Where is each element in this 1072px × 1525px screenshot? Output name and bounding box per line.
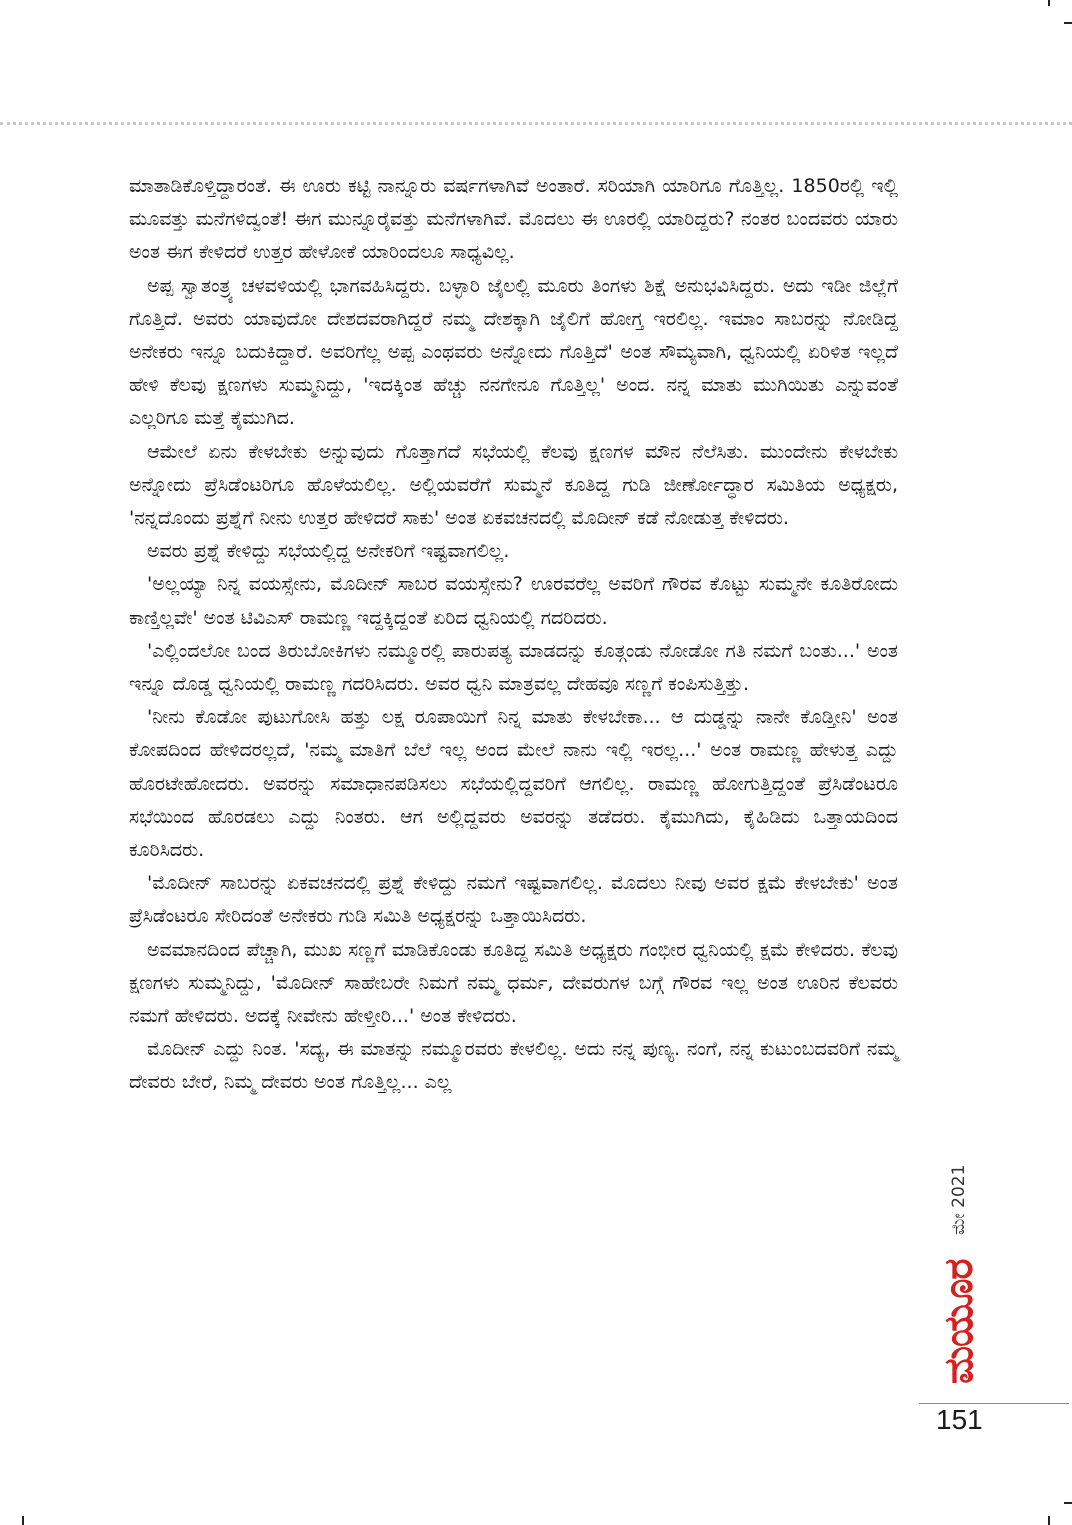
crop-mark-bottom-right: [1048, 1516, 1050, 1525]
header-dotted-rule: [0, 122, 1072, 125]
magazine-logo: ಮಯೂರ: [936, 1259, 982, 1385]
paragraph: 'ಎಲ್ಲಿಂದಲೋ ಬಂದ ತಿರುಬೋಕಿಗಳು ನಮ್ಮೂರಲ್ಲಿ ಪಾರುಪತ್ಯ ಮಾಡದನ್ನು ಕೂತ್ಗಂಡು ನೋಡೋ ಗತಿ ನಮಗೆ ಬಂತು...' ಅಂತ ಇನ್ನೂ ದೊಡ್ಡ ಧ್ವನಿಯಲ್ಲಿ ರಾಮಣ್ಣ ಗದರಿಸಿದರು. ಅವರ ಧ್ವನಿ ಮಾತ್ರವಲ್ಲ ದೇಹವೂ ಸಣ್ಣಗೆ ಕಂಪಿಸುತ್ತಿತ್ತು.: [129, 639, 898, 696]
magazine-issue-date: ಮೇ 2021: [949, 1164, 969, 1235]
crop-mark-top-right-h: [1064, 22, 1072, 24]
article-body: [129, 170, 898, 1100]
paragraph: 'ಅಲ್ಲಯ್ಯಾ ನಿನ್ನ ವಯಸ್ಸೇನು, ಮೊದೀನ್ ಸಾಬರ ವಯಸ್ಸೇನು? ಊರವರೆಲ್ಲ ಅವರಿಗೆ ಗೌರವ ಕೊಟ್ಟು ಸುಮ್ಮನೇ ಕೂತಿರೋದು ಕಾಣ್ತಿಲ್ಲವೇ' ಅಂತ ಟಿವಿಎಸ್ ರಾಮಣ್ಣ ಇದ್ದಕ್ಕಿದ್ದಂತೆ ಏರಿದ ಧ್ವನಿಯಲ್ಲಿ ಗದರಿದರು.: [129, 573, 898, 629]
crop-mark-top-right: [1048, 0, 1050, 6]
paragraph: ಮಾತಾಡಿಕೊಳ್ತಿದ್ದಾರಂತೆ. ಈ ಊರು ಕಟ್ಟಿ ನಾನ್ನೂರು ವರ್ಷಗಳಾಗಿವೆ ಅಂತಾರೆ. ಸರಿಯಾಗಿ ಯಾರಿಗೂ ಗೊತ್ತಿಲ್ಲ. 1850ರಲ್ಲಿ ಇಲ್ಲಿ ಮೂವತ್ತು ಮನೆಗಳಿದ್ವಂತೆ! ಈಗ ಮುನ್ನೂರೈವತ್ತು ಮನೆಗಳಾಗಿವೆ. ಮೊದಲು ಈ ಊರಲ್ಲಿ ಯಾರಿದ್ದರು? ನಂತರ ಬಂದವರು ಯಾರು ಅಂತ ಈಗ ಕೇಳಿದರೆ ಉತ್ತರ ಹೇಳೋಕೆ ಯಾರಿಂದಲೂ ಸಾಧ್ಯವಿಲ್ಲ.: [129, 175, 898, 264]
paragraph: 'ಮೊದೀನ್ ಸಾಬರನ್ನು ಏಕವಚನದಲ್ಲಿ ಪ್ರಶ್ನೆ ಕೇಳಿದ್ದು ನಮಗೆ ಇಷ್ಟವಾಗಲಿಲ್ಲ. ಮೊದಲು ನೀವು ಅವರ ಕ್ಷಮೆ ಕೇಳಬೇಕು' ಅಂತ ಪ್ರೆಸಿಡೆಂಟರೂ ಸೇರಿದಂತೆ ಅನೇಕರು ಗುಡಿ ಸಮಿತಿ ಅಧ್ಯಕ್ಷರನ್ನು ಒತ್ತಾಯಿಸಿದರು.: [129, 872, 898, 928]
magazine-sidebar: [930, 1125, 986, 1405]
paragraph: ಅವರು ಪ್ರಶ್ನೆ ಕೇಳಿದ್ದು ಸಭೆಯಲ್ಲಿದ್ದ ಅನೇಕರಿಗೆ ಇಷ್ಟವಾಗಲಿಲ್ಲ.: [147, 540, 510, 563]
paragraph: ಅಪ್ಪ ಸ್ವಾತಂತ್ರ್ಯ ಚಳವಳಿಯಲ್ಲಿ ಭಾಗವಹಿಸಿದ್ದರು. ಬಳ್ಳಾರಿ ಜೈಲಲ್ಲಿ ಮೂರು ತಿಂಗಳು ಶಿಕ್ಷೆ ಅನುಭವಿಸಿದ್ದರು. ಅದು ಇಡೀ ಜಿಲ್ಲೆಗೆ ಗೊತ್ತಿದೆ. ಅವರು ಯಾವುದೋ ದೇಶದವರಾಗಿದ್ದರೆ ನಮ್ಮ ದೇಶಕ್ಕಾಗಿ ಜೈಲಿಗೆ ಹೋಗ್ತ ಇರಲಿಲ್ಲ. ಇಮಾಂ ಸಾಬರನ್ನು ನೋಡಿದ್ದ ಅನೇಕರು ಇನ್ನೂ ಬದುಕಿದ್ದಾರೆ. ಅವರಿಗೆಲ್ಲ ಅಪ್ಪ ಎಂಥವರು ಅನ್ನೋದು ಗೊತ್ತಿದೆ' ಅಂತ ಸೌಮ್ಯವಾಗಿ, ಧ್ವನಿಯಲ್ಲಿ ಏರಿಳಿತ ಇಲ್ಲದೆ ಹೇಳಿ ಕೆಲವು ಕ್ಷಣಗಳು ಸುಮ್ಮನಿದ್ದು, 'ಇದಕ್ಕಿಂತ ಹೆಚ್ಚು ನನಗೇನೂ ಗೊತ್ತಿಲ್ಲ' ಅಂದ. ನನ್ನ ಮಾತು ಮುಗಿಯಿತು ಎನ್ನುವಂತೆ ಎಲ್ಲರಿಗೂ ಮತ್ತೆ ಕೈಮುಗಿದ.: [129, 274, 898, 430]
page-number: 151: [936, 1404, 983, 1435]
paragraph: 'ನೀನು ಕೊಡೋ ಪುಟುಗೋಸಿ ಹತ್ತು ಲಕ್ಷ ರೂಪಾಯಿಗೆ ನಿನ್ನ ಮಾತು ಕೇಳಬೇಕಾ... ಆ ದುಡ್ಡನ್ನು ನಾನೇ ಕೊಡ್ತೀನಿ' ಅಂತ ಕೋಪದಿಂದ ಹೇಳಿದರಲ್ಲದೆ, 'ನಮ್ಮ ಮಾತಿಗೆ ಬೆಲೆ ಇಲ್ಲ ಅಂದ ಮೇಲೆ ನಾನು ಇಲ್ಲಿ ಇರಲ್ಲ...' ಅಂತ ರಾಮಣ್ಣ ಹೇಳುತ್ತ ಎದ್ದು ಹೊರಟೇಹೋದರು. ಅವರನ್ನು ಸಮಾಧಾನಪಡಿಸಲು ಸಭೆಯಲ್ಲಿದ್ದವರಿಗೆ ಆಗಲಿಲ್ಲ. ರಾಮಣ್ಣ ಹೋಗುತ್ತಿದ್ದಂತೆ ಪ್ರೆಸಿಡೆಂಟರೂ ಸಭೆಯಿಂದ ಹೊರಡಲು ಎದ್ದು ನಿಂತರು. ಆಗ ಅಲ್ಲಿದ್ದವರು ಅವರನ್ನು ತಡೆದರು. ಕೈಮುಗಿದು, ಕೈಹಿಡಿದು ಒತ್ತಾಯದಿಂದ ಕೂರಿಸಿದರು.: [129, 706, 898, 862]
paragraph: ಅವಮಾನದಿಂದ ಪೆಚ್ಚಾಗಿ, ಮುಖ ಸಣ್ಣಗೆ ಮಾಡಿಕೊಂಡು ಕೂತಿದ್ದ ಸಮಿತಿ ಅಧ್ಯಕ್ಷರು ಗಂಭೀರ ಧ್ವನಿಯಲ್ಲಿ ಕ್ಷಮೆ ಕೇಳಿದರು. ಕೆಲವು ಕ್ಷಣಗಳು ಸುಮ್ಮನಿದ್ದು, 'ಮೊದೀನ್ ಸಾಹೇಬರೇ ನಿಮಗೆ ನಮ್ಮ ಧರ್ಮ, ದೇವರುಗಳ ಬಗ್ಗೆ ಗೌರವ ಇಲ್ಲ ಅಂತ ಊರಿನ ಕೆಲವರು ನಮಗೆ ಹೇಳಿದರು. ಅದಕ್ಕೆ ನೀವೇನು ಹೇಳ್ತೀರಿ...' ಅಂತ ಕೇಳಿದರು.: [129, 938, 898, 1028]
crop-mark-bottom-left: [22, 1516, 24, 1525]
paragraph: ಮೊದೀನ್ ಎದ್ದು ನಿಂತ. 'ಸದ್ಯ, ಈ ಮಾತನ್ನು ನಮ್ಮೂರವರು ಕೇಳಲಿಲ್ಲ. ಅದು ನನ್ನ ಪುಣ್ಯ. ನಂಗೆ, ನನ್ನ ಕುಟುಂಬದವರಿಗೆ ನಮ್ಮ ದೇವರು ಬೇರೆ, ನಿಮ್ಮ ದೇವರು ಅಂತ ಗೊತ್ತಿಲ್ಲ... ಎಲ್ಲ: [129, 1038, 898, 1094]
crop-mark-bottom-right-h: [1064, 1502, 1072, 1504]
paragraph: ಆಮೇಲೆ ಏನು ಕೇಳಬೇಕು ಅನ್ನುವುದು ಗೊತ್ತಾಗದೆ ಸಭೆಯಲ್ಲಿ ಕೆಲವು ಕ್ಷಣಗಳ ಮೌನ ನೆಲೆಸಿತು. ಮುಂದೇನು ಕೇಳಬೇಕು ಅನ್ನೋದು ಪ್ರೆಸಿಡೆಂಟರಿಗೂ ಹೊಳೆಯಲಿಲ್ಲ. ಅಲ್ಲಿಯವರೆಗೆ ಸುಮ್ಮನೆ ಕೂತಿದ್ದ ಗುಡಿ ಜೀರ್ಣೋದ್ಧಾರ ಸಮಿತಿಯ ಅಧ್ಯಕ್ಷರು, 'ನನ್ನದೊಂದು ಪ್ರಶ್ನೆಗೆ ನೀನು ಉತ್ತರ ಹೇಳಿದರೆ ಸಾಕು' ಅಂತ ಏಕವಚನದಲ್ಲಿ ಮೊದೀನ್ ಕಡೆ ನೋಡುತ್ತ ಕೇಳಿದರು.: [129, 440, 898, 530]
